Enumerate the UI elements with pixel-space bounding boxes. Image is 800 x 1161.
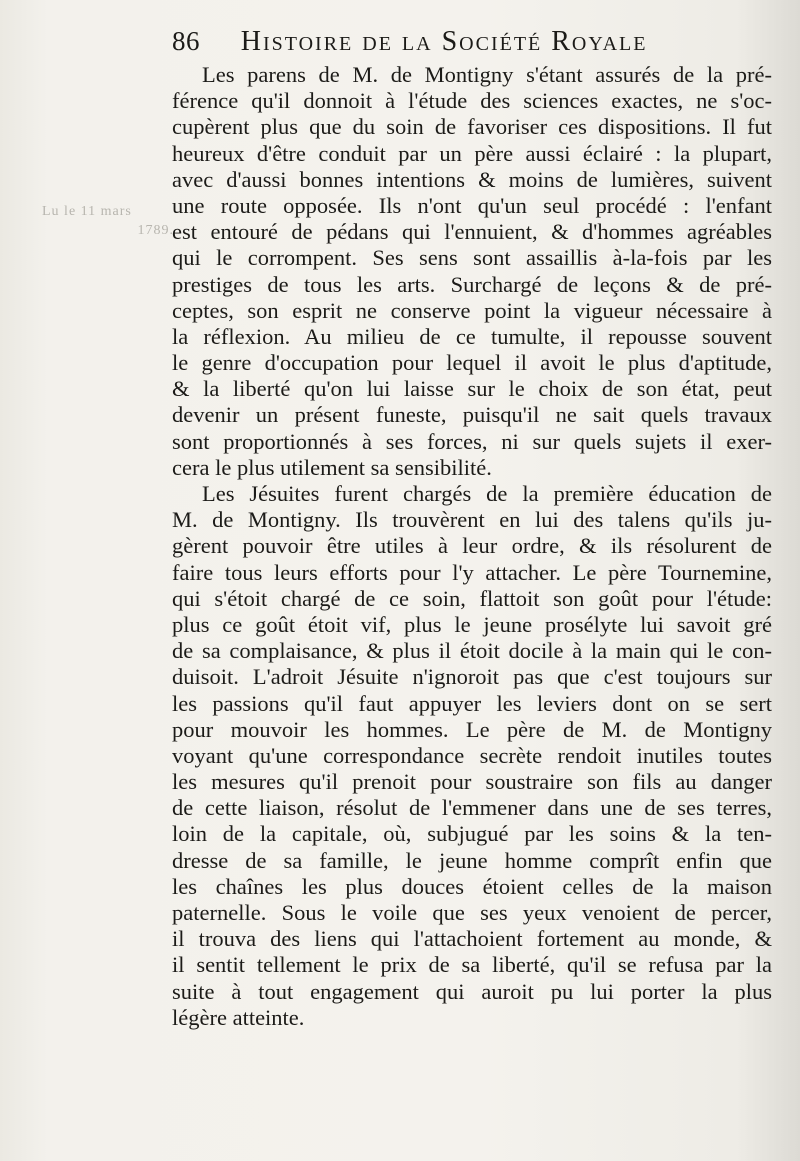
text-line: cupèrent plus que du soin de favoriser ces dispositions. Il fut — [172, 114, 772, 140]
margin-note-line: Lu le 11 mars — [42, 204, 132, 219]
text-line: M. de Montigny. Ils trouvèrent en lui des talens qu'ils ju- — [172, 507, 772, 533]
text-line: les chaînes les plus douces étoient celles de la maison — [172, 873, 772, 899]
text-line: devenir un présent funeste, puisqu'il ne sait quels travaux — [172, 402, 772, 428]
body-text — [172, 62, 772, 1031]
text-line: cera le plus utilement sa sensibilité. — [172, 454, 492, 480]
text-line: suite à tout engagement qui auroit pu lui porter la plus — [172, 978, 772, 1004]
text-line: prestiges de tous les arts. Surchargé de leçons & de pré- — [172, 271, 772, 297]
text-line: loin de la capitale, où, subjugué par les soins & la ten- — [172, 821, 772, 847]
text-line: qui le corrompent. Ses sens sont assaillis à-la-fois par les — [172, 245, 772, 271]
running-head: Histoire de la Société Royale — [240, 26, 648, 57]
text-line: il sentit tellement le prix de sa liberté, qu'il se refusa par la — [172, 952, 772, 978]
text-line: Les Jésuites furent chargés de la première éducation de — [202, 481, 772, 506]
text-line: paternelle. Sous le voile que ses yeux venoient de percer, — [172, 900, 772, 925]
margin-note-line: 1789. — [137, 223, 174, 238]
text-line: légère atteinte. — [172, 1004, 305, 1030]
text-line: voyant qu'une correspondance secrète rendoit inutiles toutes — [172, 742, 772, 768]
text-line: avec d'aussi bonnes intentions & moins de lumières, suivent — [172, 166, 772, 192]
text-line: duisoit. L'adroit Jésuite n'ignoroit pas que c'est toujours sur — [172, 664, 772, 690]
text-line: le genre d'occupation pour lequel il avoit le plus d'aptitude, — [172, 350, 772, 376]
text-line: les passions qu'il faut appuyer les leviers dont on se sert — [172, 690, 772, 716]
page-number: 86 — [172, 26, 200, 56]
text-line: férence qu'il donnoit à l'étude des sciences exactes, ne s'oc- — [172, 88, 772, 114]
text-line: pour mouvoir les hommes. Le père de M. de Montigny — [172, 716, 772, 742]
margin-note — [42, 202, 192, 240]
text-line: il trouva des liens qui l'attachoient fortement au monde, & — [172, 926, 772, 952]
paragraph-1 — [172, 62, 772, 481]
text-line: sont proportionnés à ses forces, ni sur quels sujets il exer- — [172, 428, 772, 454]
text-line: qui s'étoit chargé de ce soin, flattoit son goût pour l'étude: — [172, 585, 772, 611]
text-line: de sa complaisance, & plus il étoit docile à la main qui le con- — [172, 638, 772, 664]
text-line: Les parens de M. de Montigny s'étant assurés de la pré- — [202, 62, 772, 87]
text-line: une route opposée. Ils n'ont qu'un seul procédé : l'enfant — [172, 192, 772, 218]
text-line: faire tous leurs efforts pour l'y attacher. Le père Tournemine, — [172, 559, 772, 585]
text-line: gèrent pouvoir être utiles à leur ordre, & ils résolurent de — [172, 533, 772, 559]
text-line: est entouré de pédans qui l'ennuient, & d'hommes agréables — [172, 219, 772, 245]
text-line: la réflexion. Au milieu de ce tumulte, il repousse souvent — [172, 323, 772, 349]
text-line: les mesures qu'il prenoit pour soustraire son fils au danger — [172, 769, 772, 795]
paragraph-2 — [172, 481, 772, 1031]
page-header — [172, 26, 732, 62]
text-line: & la liberté qu'on lui laisse sur le choix de son état, peut — [172, 376, 772, 402]
text-line: heureux d'être conduit par un père aussi éclairé : la plupart, — [172, 140, 772, 166]
text-line: ceptes, son esprit ne conserve point la vigueur nécessaire à — [172, 297, 772, 323]
text-line: plus ce goût étoit vif, plus le jeune prosélyte lui savoit gré — [172, 611, 772, 637]
text-line: dresse de sa famille, le jeune homme comprît enfin que — [172, 847, 772, 873]
text-line: de cette liaison, résolut de l'emmener dans une de ses terres, — [172, 795, 772, 821]
